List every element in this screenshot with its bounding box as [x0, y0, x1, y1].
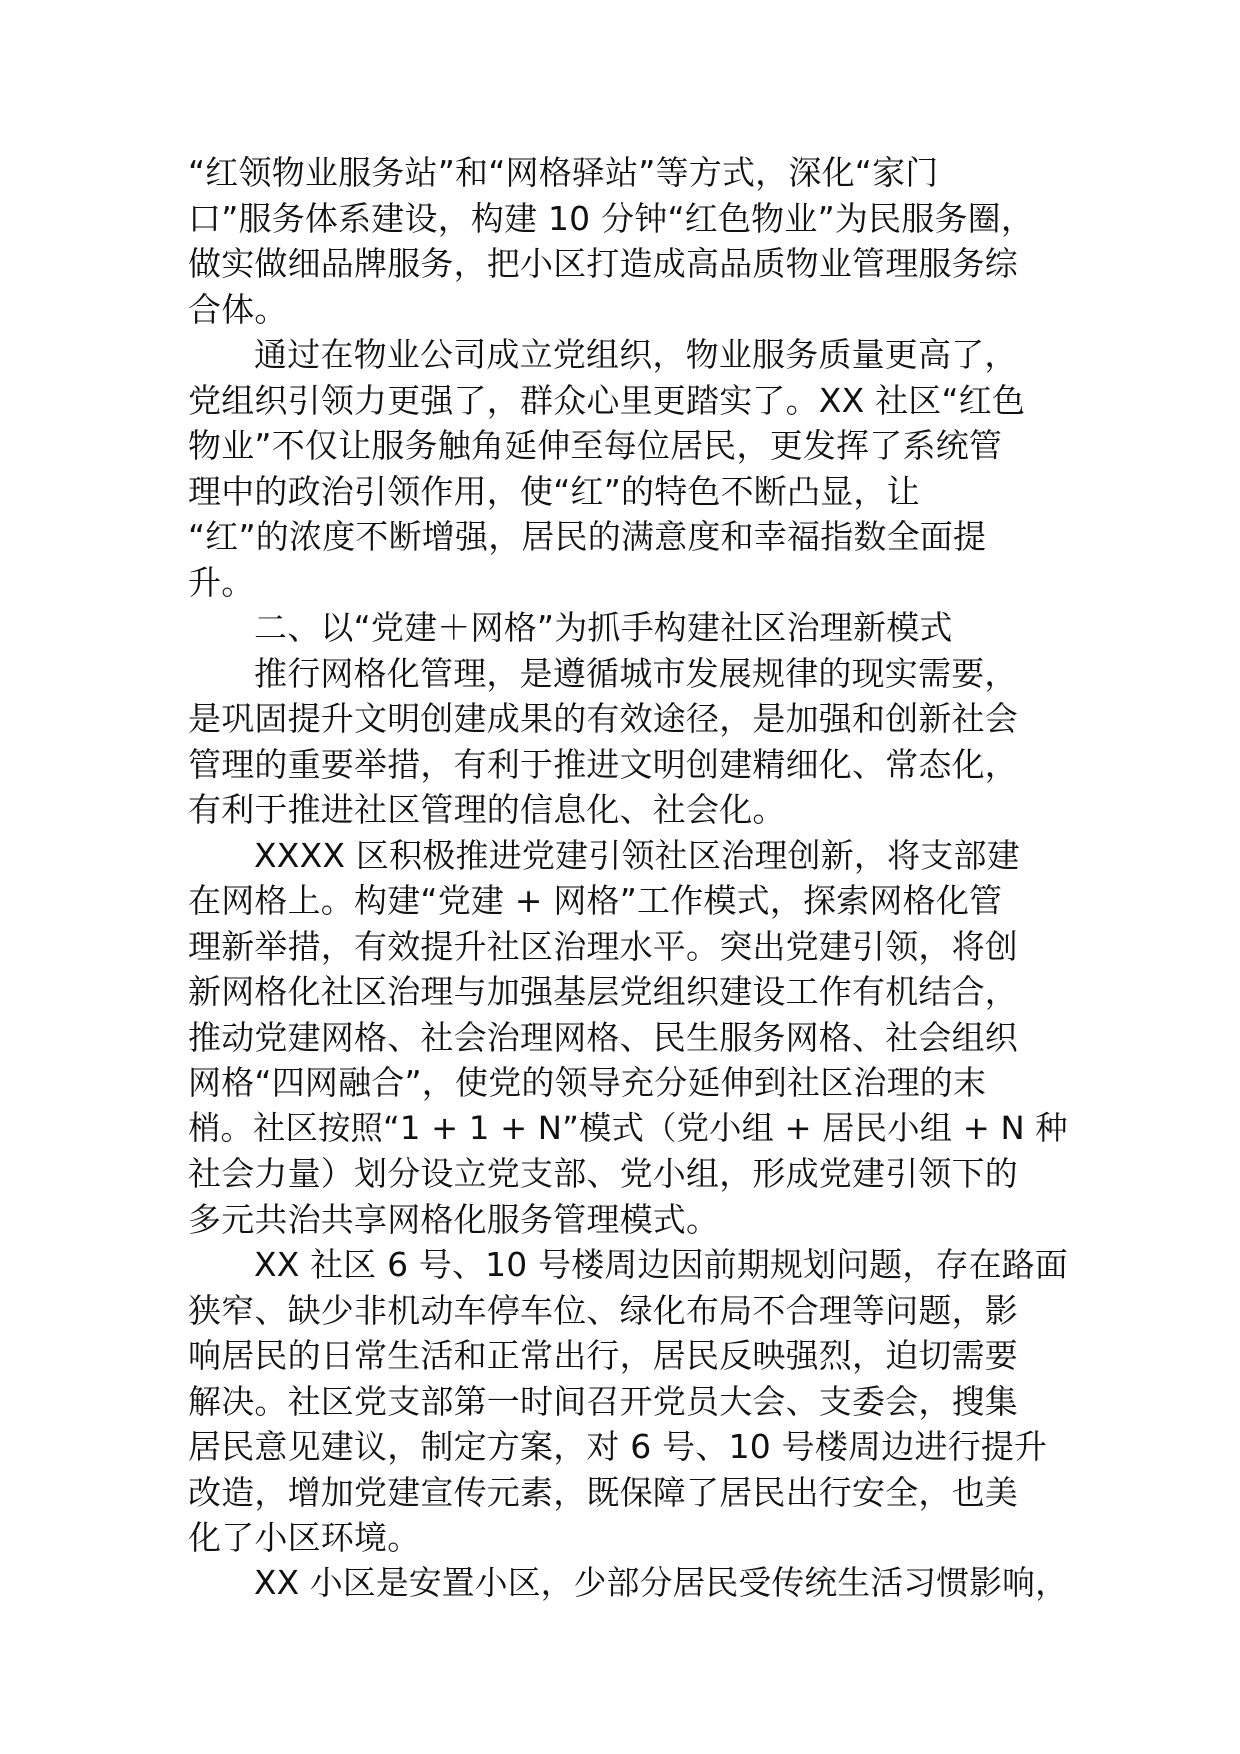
text-line: 做实做细品牌服务，把小区打造成高品质物业管理服务综: [188, 244, 1018, 283]
text-line: 党组织引领力更强了，群众心里更踏实了。XX 社区“红色: [188, 380, 1026, 420]
text-line: 物业”不仅让服务触角延伸至每位居民，更发挥了系统管: [188, 426, 1003, 465]
text-line: 合体。: [188, 289, 288, 329]
text-line: 响居民的日常生活和正常出行，居民反映强烈，迫切需要: [188, 1336, 1018, 1375]
text-line: 升。: [188, 562, 255, 602]
text-line: XX 社区 6 号、10 号楼周边因前期规划问题，存在路面: [254, 1245, 1069, 1284]
text-line: 二、以“党建＋网格”为抓手构建社区治理新模式: [254, 608, 953, 647]
text-line: 居民意见建议，制定方案，对 6 号、10 号楼周边进行提升: [188, 1427, 1048, 1466]
paragraph: [188, 150, 1068, 332]
text-line: 推行网格化管理，是遵循城市发展规律的现实需要，: [254, 653, 1018, 693]
text-line: 管理的重要举措，有利于推进文明创建精细化、常态化，: [188, 744, 1018, 784]
text-line: 推动党建网格、社会治理网格、民生服务网格、社会组织: [188, 1017, 1018, 1057]
text-line: 社会力量）划分设立党支部、党小组，形成党建引领下的: [188, 1154, 1018, 1193]
paragraph: [188, 605, 1068, 651]
text-line: 在网格上。构建“党建 + 网格”工作模式，探索网格化管: [188, 881, 1003, 920]
text-line: 是巩固提升文明创建成果的有效途径，是加强和创新社会: [188, 699, 1018, 738]
text-line: 通过在物业公司成立党组织，物业服务质量更高了，: [254, 335, 1018, 374]
document-body: [188, 150, 1068, 1606]
paragraph: [188, 833, 1068, 1243]
text-line: 梢。社区按照“1 + 1 + N”模式（党小组 + 居民小组 + N 种: [188, 1108, 1068, 1147]
text-line: 化了小区环境。: [188, 1518, 421, 1557]
paragraph: [188, 332, 1068, 605]
text-line: “红”的浓度不断增强，居民的满意度和幸福指数全面提: [188, 517, 987, 556]
text-line: 改造，增加党建宣传元素，既保障了居民出行安全，也美: [188, 1472, 1018, 1512]
text-line: “红领物业服务站”和“网格驿站”等方式，深化“家门: [188, 153, 939, 192]
paragraph: [188, 1242, 1068, 1561]
text-line: 狭窄、缺少非机动车停车位、绿化布局不合理等问题，影: [188, 1290, 1018, 1330]
text-line: XX 小区是安置小区，少部分居民受传统生活习惯影响，: [254, 1563, 1069, 1602]
text-line: 理中的政治引领作用，使“红”的特色不断凸显，让: [188, 471, 920, 511]
text-line: 网格“四网融合”，使党的领导充分延伸到社区治理的末: [188, 1063, 987, 1102]
text-line: 口”服务体系建设，构建 10 分钟“红色物业”为民服务圈，: [188, 198, 1035, 238]
text-line: 多元共治共享网格化服务管理模式。: [188, 1199, 720, 1239]
text-line: XXXX 区积极推进党建引领社区治理创新，将支部建: [254, 835, 1020, 875]
paragraph: [188, 1561, 1068, 1607]
text-line: 解决。社区党支部第一时间召开党员大会、支委会，搜集: [188, 1381, 1018, 1421]
text-line: 新网格化社区治理与加强基层党组织建设工作有机结合，: [188, 972, 1018, 1011]
paragraph: [188, 651, 1068, 833]
text-line: 理新举措，有效提升社区治理水平。突出党建引领，将创: [188, 926, 1018, 966]
text-line: 有利于推进社区管理的信息化、社会化。: [188, 790, 786, 829]
